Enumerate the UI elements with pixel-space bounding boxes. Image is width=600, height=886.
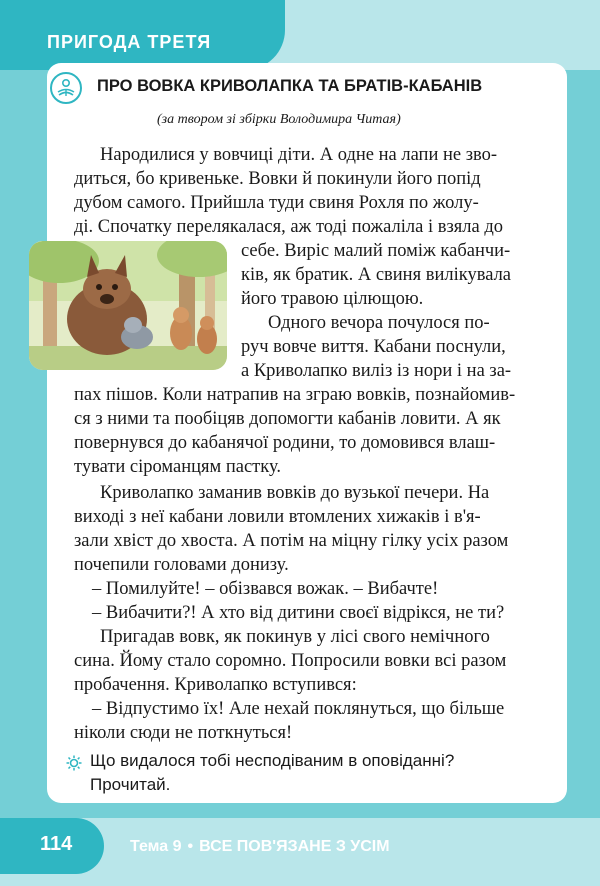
- story-line: тувати сіроманцям пастку.: [74, 457, 282, 477]
- task-instruction: Прочитай.: [90, 775, 171, 794]
- reading-icon: [50, 72, 82, 104]
- theme-title: ВСЕ ПОВ'ЯЗАНЕ З УСІМ: [199, 838, 390, 855]
- story-line: ків, як братик. А свиня вилікувала: [241, 265, 512, 285]
- story-line: пробачення. Криволапко вступився:: [74, 675, 357, 695]
- dialogue-line: – Вибачити?! А хто від дитини своєї відрікся, не ти?: [92, 603, 505, 623]
- story-line: Пригадав вовк, як покинув у лісі свого немічного: [100, 627, 490, 647]
- story-line: почепили головами донизу.: [74, 555, 289, 575]
- theme-number: Тема 9: [130, 838, 182, 855]
- story-line: виході з неї кабани ловили втомлених хижаків і в'я-: [74, 507, 481, 527]
- section-title: ПРИГОДА ТРЕТЯ: [47, 32, 212, 52]
- dialogue-line: – Помилуйте! – обізвався вожак. – Вибачте!: [92, 579, 439, 599]
- story-title: ПРО ВОВКА КРИВОЛАПКА ТА БРАТІВ-КАБАНІВ: [97, 77, 483, 95]
- story-source: (за твором зі збірки Володимира Читая): [157, 112, 401, 127]
- story-line: сина. Йому стало соромно. Попросили вовки всі разом: [74, 651, 507, 671]
- story-line: Криволапко заманив вовків до вузької печери. На: [100, 483, 490, 503]
- story-line: ніколи сюди не поткнуться!: [74, 723, 293, 743]
- story-illustration: [29, 241, 227, 370]
- story-line: дубом самого. Прийшла туди свиня Рохля по жолу-: [74, 193, 479, 213]
- story-line: Одного вечора почулося по-: [268, 313, 490, 333]
- story-line: Народилися у вовчиці діти. А одне на лапи не зво-: [100, 145, 498, 165]
- sun-icon: [66, 755, 82, 776]
- dialogue-line: – Відпустимо їх! Але нехай поклянуться, що більше: [92, 699, 505, 719]
- story-line: зали хвіст до хвоста. А потім на міцну гілку усіх разом: [74, 531, 509, 551]
- story-line: ді. Спочатку перелякалася, аж тоді пожаліла і взяла до: [74, 217, 504, 237]
- task-question: Що видалося тобі несподіваним в оповіданні?: [90, 751, 455, 770]
- theme-label: [130, 838, 390, 856]
- story-line: руч вовче виття. Кабани поснули,: [241, 337, 506, 357]
- story-line: ся з ними та пообіцяв допомогти кабанів ловити. А як: [74, 409, 501, 429]
- story-line: пах пішов. Коли натрапив на зграю вовків, познайомив-: [74, 385, 516, 405]
- page-number: 114: [40, 833, 73, 855]
- story-line: а Криволапко виліз із нори і на за-: [241, 361, 512, 381]
- theme-separator: •: [187, 838, 194, 855]
- story-line: диться, бо кривеньке. Вовки й покинули його попід: [74, 169, 481, 189]
- story-line: його травою цілющою.: [241, 289, 424, 309]
- story-line: повернувся до кабанячої родини, то домовився влаш-: [74, 433, 496, 453]
- story-line: себе. Виріс малий поміж кабанчи-: [241, 241, 511, 261]
